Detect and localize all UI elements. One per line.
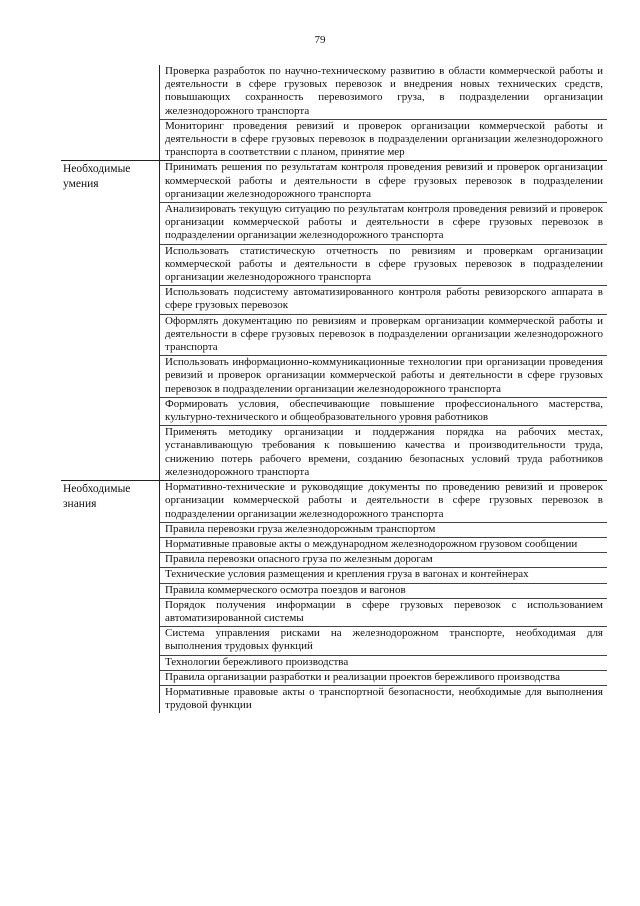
list-item: Правила перевозки опасного груза по железным дорогам bbox=[160, 553, 607, 568]
list-item: Принимать решения по результатам контроля проведения ревизий и проверок организации коммерческой работы и деятельности в сфере грузовых перевозок в подразделении организации железнодорожного транспорта bbox=[160, 161, 607, 203]
list-item: Использовать информационно-коммуникационные технологии при организации проведения ревизий и проверок организации коммерческой работы и деятельности в сфере грузовых перевозок в подразделении организации железнодорожного транспорта bbox=[160, 356, 607, 398]
section-label-cell bbox=[61, 65, 160, 161]
list-item: Использовать статистическую отчетность по ревизиям и проверкам организации коммерческой работы и деятельности в сфере грузовых перевозок в подразделении организации железнодорожного транспорта bbox=[160, 245, 607, 287]
section-items-cell bbox=[160, 161, 608, 481]
list-item: Правила перевозки груза железнодорожным транспортом bbox=[160, 523, 607, 538]
list-item: Нормативные правовые акты о транспортной безопасности, необходимые для выполнения трудовой функции bbox=[165, 685, 603, 712]
section-label-cell bbox=[61, 481, 160, 714]
list-item: Формировать условия, обеспечивающие повышение профессионального мастерства, культурно-технического и общеобразовательного уровня работников bbox=[160, 398, 607, 426]
list-item: Оформлять документацию по ревизиям и проверкам организации коммерческой работы и деятельности в сфере грузовых перевозок в подразделении организации железнодорожного транспорта bbox=[160, 315, 607, 357]
section-items-cell bbox=[160, 65, 608, 161]
list-item: Правила коммерческого осмотра поездов и вагонов bbox=[160, 584, 607, 599]
page-number: 79 bbox=[314, 34, 326, 46]
section-label: Необходимые умения bbox=[63, 163, 131, 191]
list-item: Технологии бережливого производства bbox=[160, 656, 607, 671]
section-items-cell bbox=[160, 481, 608, 714]
list-item: Система управления рисками на железнодорожном транспорте, необходимая для выполнения трудовых функций bbox=[160, 627, 607, 655]
list-item: Анализировать текущую ситуацию по результатам контроля проведения ревизий и проверок организации коммерческой работы и деятельности в сфере грузовых перевозок в подразделении организации железнодорожного транспорта bbox=[160, 203, 607, 245]
requirements-table bbox=[61, 65, 607, 713]
section-label-cell bbox=[61, 161, 160, 481]
list-item: Применять методику организации и поддержания порядка на рабочих местах, устанавливающую требования к повышению качества и производительности труда, снижению потерь рабочего времени, созданию безопасных условий труда работников железнодорожного транспорта bbox=[165, 426, 603, 478]
list-item: Правила организации разработки и реализации проектов бережливого производства bbox=[160, 671, 607, 686]
list-item: Технические условия размещения и крепления груза в вагонах и контейнерах bbox=[160, 568, 607, 583]
list-item: Порядок получения информации в сфере грузовых перевозок с использованием автоматизированной системы bbox=[160, 599, 607, 627]
section-label bbox=[61, 65, 159, 66]
list-item: Мониторинг проведения ревизий и проверок организации коммерческой работы и деятельности в сфере грузовых перевозок в подразделении организации железнодорожного транспорта в соответствии с планом, принятие мер bbox=[165, 119, 603, 159]
list-item: Нормативно-технические и руководящие документы по проведению ревизий и проверок организации коммерческой работы и деятельности в сфере грузовых перевозок в подразделении организации железнодорожного транспорта bbox=[160, 481, 607, 523]
list-item: Нормативные правовые акты о международном железнодорожном грузовом сообщении bbox=[160, 538, 607, 553]
section-row bbox=[61, 481, 607, 714]
list-item: Проверка разработок по научно-техническому развитию в области коммерческой работы и деятельности в сфере грузовых перевозок и внедрения новых технических средств, повышающих сохранность перевозимого груза, в подразделении организации железнодорожного транспорта bbox=[160, 65, 607, 120]
section-label: Необходимые знания bbox=[63, 483, 131, 511]
section-row bbox=[61, 65, 607, 161]
section-row bbox=[61, 161, 607, 481]
list-item: Использовать подсистему автоматизированного контроля работы ревизорского аппарата в сфере грузовых перевозок bbox=[160, 286, 607, 314]
